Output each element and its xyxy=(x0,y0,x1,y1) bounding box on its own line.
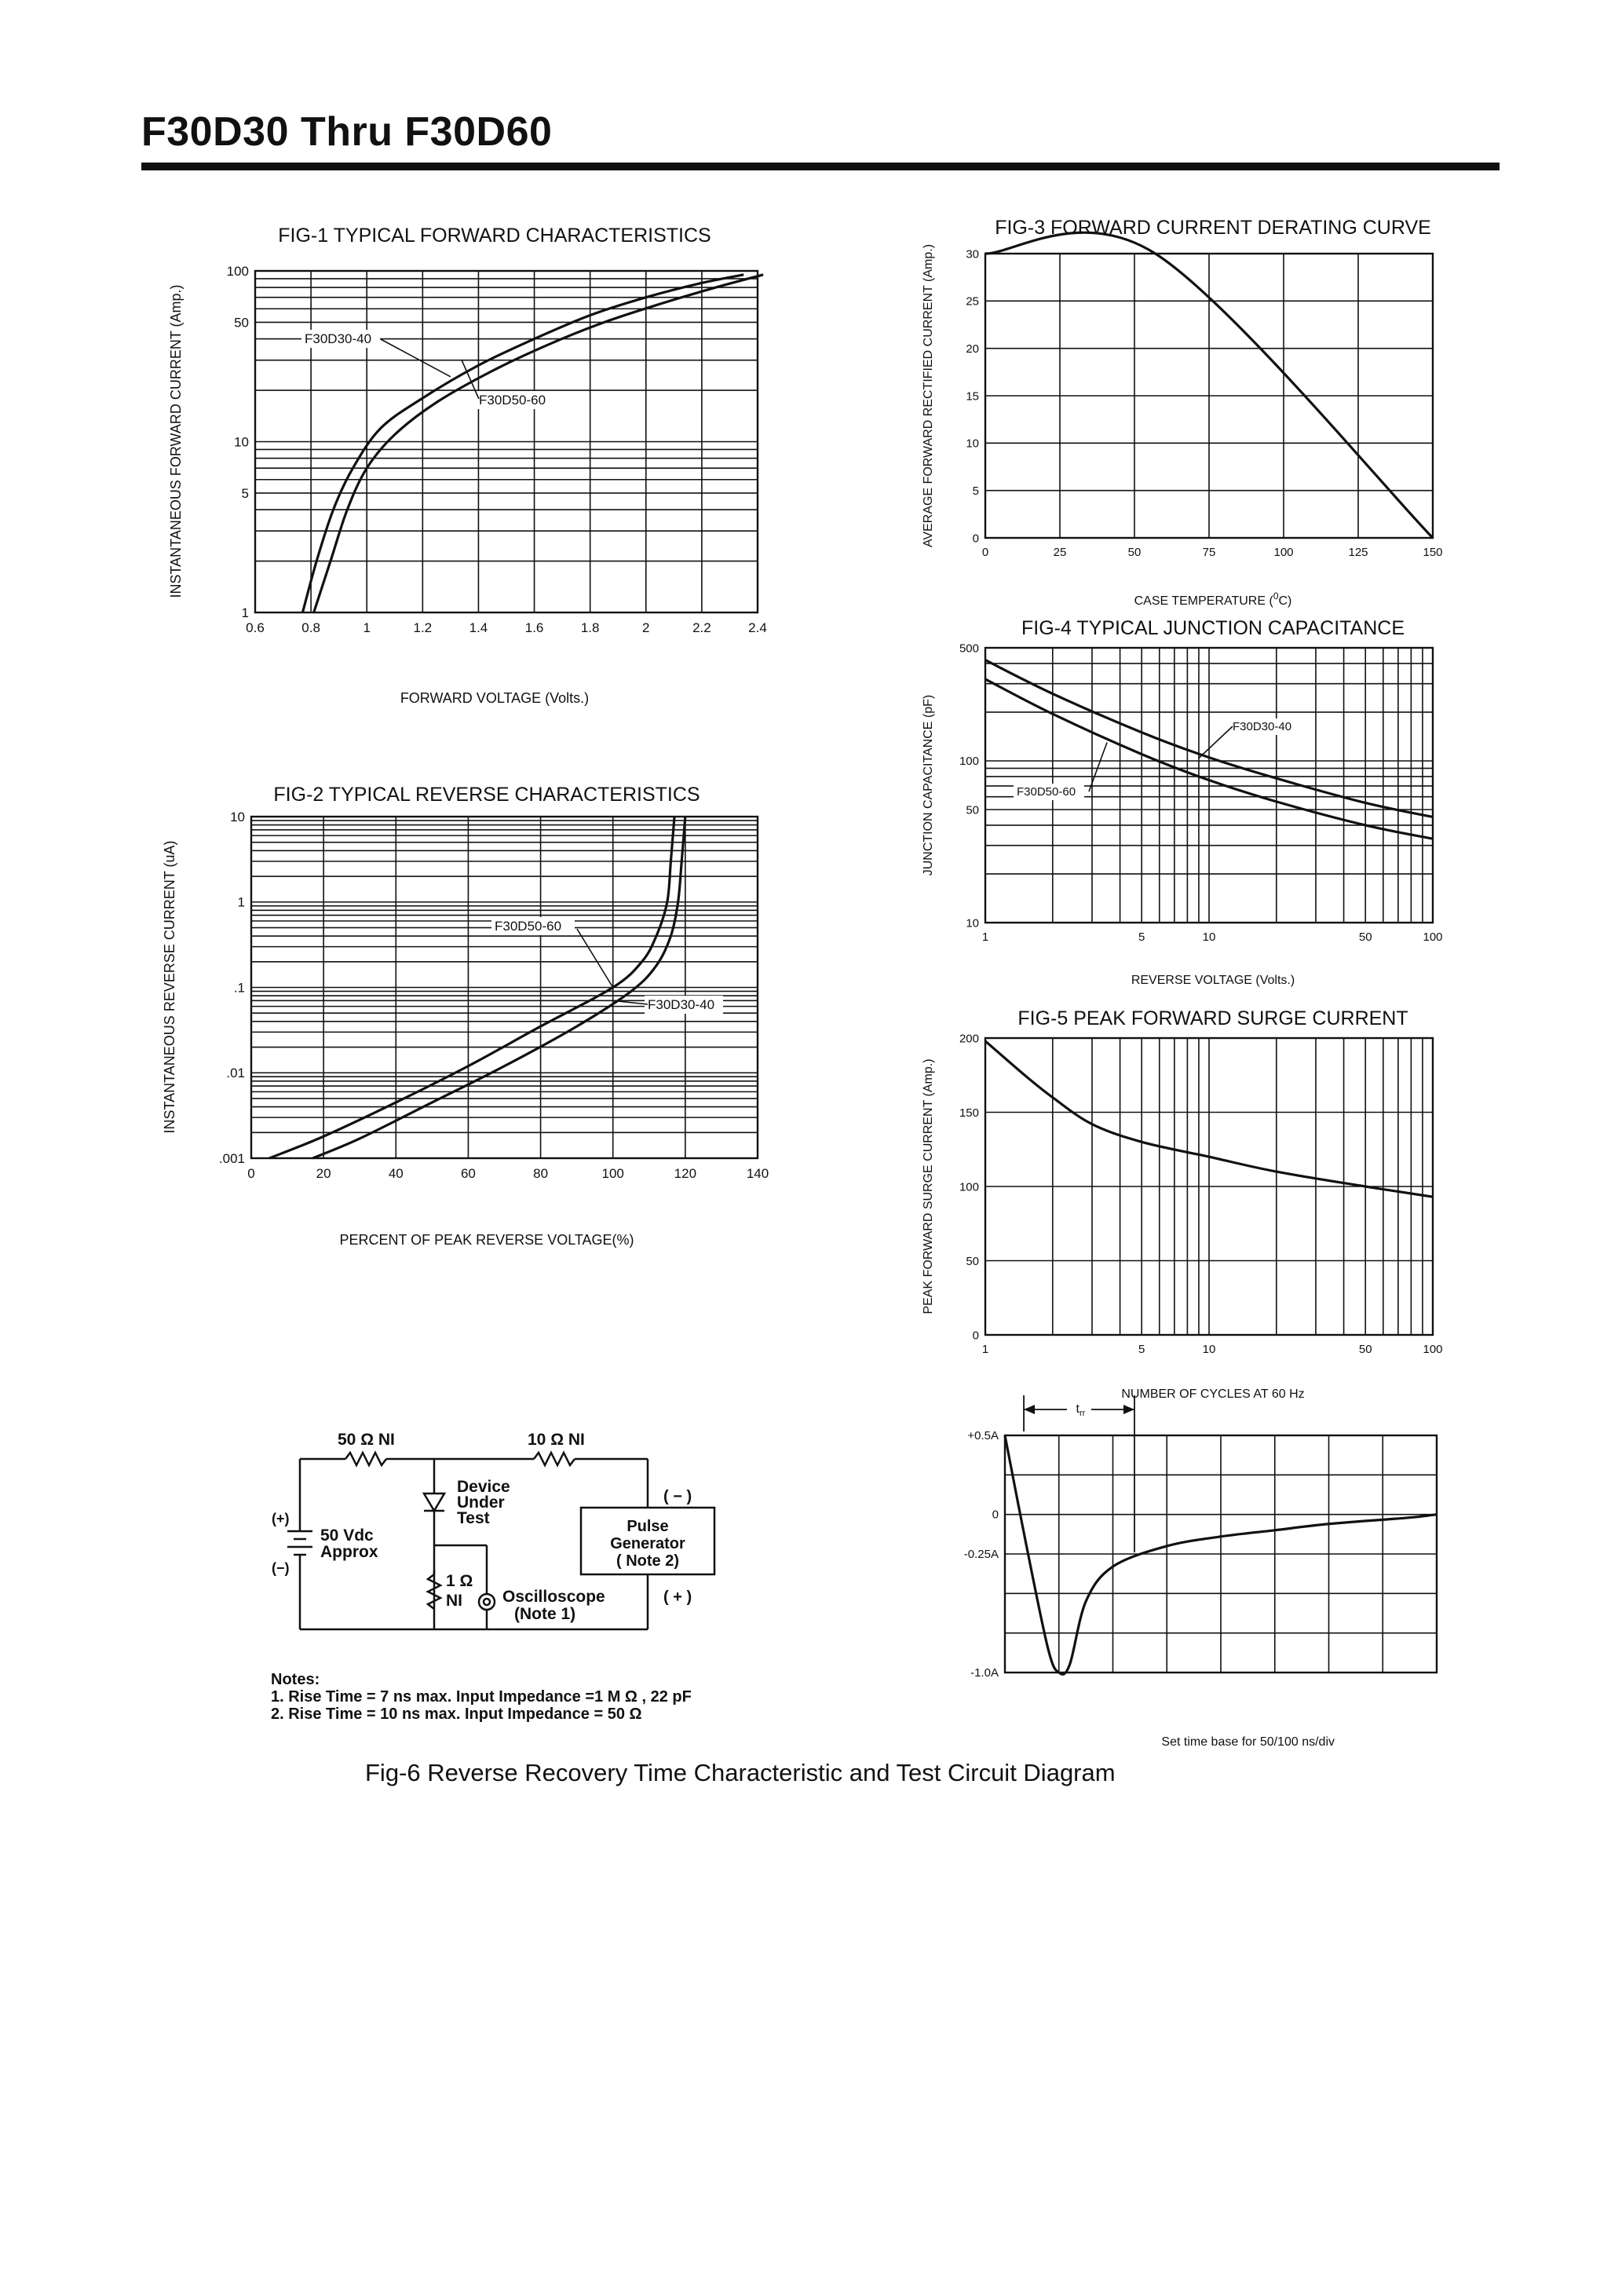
fig2-ylabel: INSTANTANEOUS REVERSE CURRENT (uA) xyxy=(162,840,177,1134)
fig3-title: FIG-3 FORWARD CURRENT DERATING CURVE xyxy=(995,217,1431,239)
source-minus: (−) xyxy=(272,1560,290,1576)
fig2-series-1-label: F30D50-60 xyxy=(495,919,562,934)
pg-minus: ( − ) xyxy=(663,1488,692,1505)
fig3-chart xyxy=(915,210,1488,627)
fig1-xlabel: FORWARD VOLTAGE (Volts.) xyxy=(400,690,590,706)
fig1-title: FIG-1 TYPICAL FORWARD CHARACTERISTICS xyxy=(278,225,711,247)
fig5-xtick: 50 xyxy=(1358,1343,1372,1356)
fig1-xtick: 1 xyxy=(363,620,371,635)
fig2-ytick: .001 xyxy=(218,1150,245,1166)
fig5-xtick: 100 xyxy=(1423,1343,1443,1356)
fig3-ytick: 20 xyxy=(966,342,979,356)
fig4-xtick: 1 xyxy=(981,930,989,944)
title-rule xyxy=(141,163,1500,170)
fig5-ytick: 200 xyxy=(959,1032,979,1046)
fig6-ytick: -1.0A xyxy=(970,1666,999,1680)
fig2-ytick: .1 xyxy=(233,980,245,996)
fig6-trr-arrowhead-right xyxy=(1123,1405,1134,1414)
fig3-xtick: 50 xyxy=(1127,546,1142,559)
fig6-trr-arrowhead-left xyxy=(1024,1405,1035,1414)
fig5-ytick: 50 xyxy=(966,1254,979,1268)
fig4-ylabel: JUNCTION CAPACITANCE (pF) xyxy=(922,694,935,876)
source-plus: (+) xyxy=(272,1511,290,1526)
fig1-xtick: 0.8 xyxy=(301,620,320,635)
scope-label-2: (Note 1) xyxy=(514,1605,576,1623)
fig1-xtick: 1.6 xyxy=(524,620,544,635)
fig1-chart xyxy=(157,212,801,746)
fig3-ytick: 25 xyxy=(966,294,979,309)
fig1-xtick: 0.6 xyxy=(246,620,265,635)
fig6-caption: Fig-6 Reverse Recovery Time Characteristic and Test Circuit Diagram xyxy=(365,1759,1116,1786)
fig6-xlabel: Set time base for 50/100 ns/div xyxy=(1161,1735,1335,1749)
fig1-xtick: 2.4 xyxy=(748,620,767,635)
fig6-ytick: 0 xyxy=(992,1508,999,1522)
fig2-xtick: 140 xyxy=(746,1166,769,1181)
fig1-ytick: 50 xyxy=(234,315,249,331)
source-label-1: 50 Vdc xyxy=(320,1526,374,1545)
fig4-title: FIG-4 TYPICAL JUNCTION CAPACITANCE xyxy=(1021,617,1405,639)
fig1-xtick: 2 xyxy=(642,620,650,635)
fig4-series-1-label: F30D30-40 xyxy=(1233,720,1292,733)
fig3-xtick: 100 xyxy=(1273,546,1294,559)
fig2-xtick: 60 xyxy=(460,1166,476,1181)
test-circuit-diagram xyxy=(251,1413,848,1743)
fig2-xtick: 120 xyxy=(674,1166,697,1181)
fig3-ylabel: AVERAGE FORWARD RECTIFIED CURRENT (Amp.) xyxy=(922,243,935,548)
fig5-ytick: 100 xyxy=(959,1180,979,1194)
fig6-trr-label: $t_{rr}$ xyxy=(1076,1402,1086,1418)
scope-label-1: Oscilloscope xyxy=(502,1588,605,1606)
page-title: F30D30 Thru F30D60 xyxy=(141,109,553,155)
fig3-xtick: 0 xyxy=(981,546,989,559)
fig2-series-2-label: F30D30-40 xyxy=(648,997,715,1012)
fig3-ytick: 5 xyxy=(972,484,979,498)
pg-plus: ( + ) xyxy=(663,1589,692,1606)
source-label-2: Approx xyxy=(320,1543,378,1561)
fig4-ytick: 50 xyxy=(966,803,979,817)
fig4-ytick: 500 xyxy=(959,642,979,656)
note-1: 1. Rise Time = 7 ns max. Input Impedance =1 M Ω , 22 pF xyxy=(271,1688,692,1706)
fig1-series-1-leader xyxy=(381,339,451,377)
fig1-series-2-line xyxy=(314,275,763,612)
fig3-xtick: 125 xyxy=(1348,546,1368,559)
fig1-ylabel: INSTANTANEOUS FORWARD CURRENT (Amp.) xyxy=(168,284,184,598)
fig6-ytick: -0.25A xyxy=(963,1548,999,1561)
fig4-xtick: 10 xyxy=(1202,930,1216,944)
fig3-xtick: 150 xyxy=(1423,546,1443,559)
fig5-chart xyxy=(915,1005,1488,1413)
dut-label-3: Test xyxy=(457,1509,490,1527)
pulse-label-2: Generator xyxy=(610,1535,685,1552)
fig1-xtick: 1.8 xyxy=(580,620,600,635)
fig3-xlabel: CASE TEMPERATURE ($^0$C) xyxy=(1134,590,1292,608)
fig5-xtick: 5 xyxy=(1138,1343,1145,1356)
fig1-ytick: 10 xyxy=(234,434,249,450)
r3-label-2: NI xyxy=(446,1592,462,1610)
fig5-title: FIG-5 PEAK FORWARD SURGE CURRENT xyxy=(1017,1007,1408,1029)
fig5-ytick: 150 xyxy=(959,1106,979,1120)
fig1-series-1-label: F30D30-40 xyxy=(305,331,372,346)
fig1-series-2-label: F30D50-60 xyxy=(479,393,546,408)
fig2-ytick: 1 xyxy=(237,894,245,910)
fig3-ytick: 30 xyxy=(966,247,979,261)
fig3-ytick: 15 xyxy=(966,389,979,404)
fig5-xtick: 1 xyxy=(981,1343,989,1356)
fig4-xlabel: REVERSE VOLTAGE (Volts.) xyxy=(1131,974,1295,987)
fig4-xtick: 100 xyxy=(1423,930,1443,944)
fig5-xlabel: NUMBER OF CYCLES AT 60 Hz xyxy=(1121,1387,1305,1401)
notes-title: Notes: xyxy=(271,1671,320,1688)
fig2-xtick: 100 xyxy=(601,1166,624,1181)
fig2-xtick: 80 xyxy=(533,1166,549,1181)
dut-label-1: Device xyxy=(457,1478,510,1496)
fig2-ytick: .01 xyxy=(226,1066,245,1081)
fig2-title: FIG-2 TYPICAL REVERSE CHARACTERISTICS xyxy=(273,784,700,806)
fig1-xtick: 1.4 xyxy=(469,620,488,635)
dut-label-2: Under xyxy=(457,1493,505,1512)
fig6-chart xyxy=(942,1394,1492,1763)
fig2-xlabel: PERCENT OF PEAK REVERSE VOLTAGE(%) xyxy=(339,1232,634,1248)
fig4-xtick: 50 xyxy=(1358,930,1372,944)
fig6-ytick: +0.5A xyxy=(967,1429,999,1442)
fig4-xtick: 5 xyxy=(1138,930,1145,944)
fig5-ylabel: PEAK FORWARD SURGE CURRENT (Amp.) xyxy=(922,1058,935,1314)
r2-label: 10 Ω NI xyxy=(528,1431,585,1449)
note-2: 2. Rise Time = 10 ns max. Input Impedance = 50 Ω xyxy=(271,1706,642,1723)
fig1-xtick: 1.2 xyxy=(413,620,433,635)
fig2-series-1-leader xyxy=(577,929,613,988)
fig4-chart xyxy=(915,612,1488,1005)
fig4-ytick: 100 xyxy=(959,755,979,769)
pulse-label-3: ( Note 2) xyxy=(616,1552,679,1570)
fig4-series-1-leader xyxy=(1199,726,1233,758)
fig5-xtick: 10 xyxy=(1202,1343,1216,1356)
fig3-ytick: 0 xyxy=(972,532,979,546)
fig2-xtick: 20 xyxy=(316,1166,331,1181)
fig1-ytick: 5 xyxy=(241,485,249,501)
r1-label: 50 Ω NI xyxy=(338,1431,395,1449)
fig1-ytick: 1 xyxy=(241,605,249,620)
fig3-xtick: 25 xyxy=(1053,546,1067,559)
fig2-xtick: 40 xyxy=(388,1166,404,1181)
fig1-xtick: 2.2 xyxy=(692,620,711,635)
fig4-series-2-label: F30D50-60 xyxy=(1017,785,1076,799)
pulse-label-1: Pulse xyxy=(627,1518,669,1535)
fig5-ytick: 0 xyxy=(972,1329,979,1343)
fig1-series-1-line xyxy=(302,275,743,612)
r3-label-1: 1 Ω xyxy=(446,1572,473,1590)
fig2-xtick: 0 xyxy=(247,1166,255,1181)
fig3-xtick: 75 xyxy=(1202,546,1216,559)
fig3-ytick: 10 xyxy=(966,437,979,451)
fig4-ytick: 10 xyxy=(966,916,979,930)
fig2-ytick: 10 xyxy=(230,809,245,824)
fig1-ytick: 100 xyxy=(226,263,249,279)
fig2-chart xyxy=(157,773,801,1280)
